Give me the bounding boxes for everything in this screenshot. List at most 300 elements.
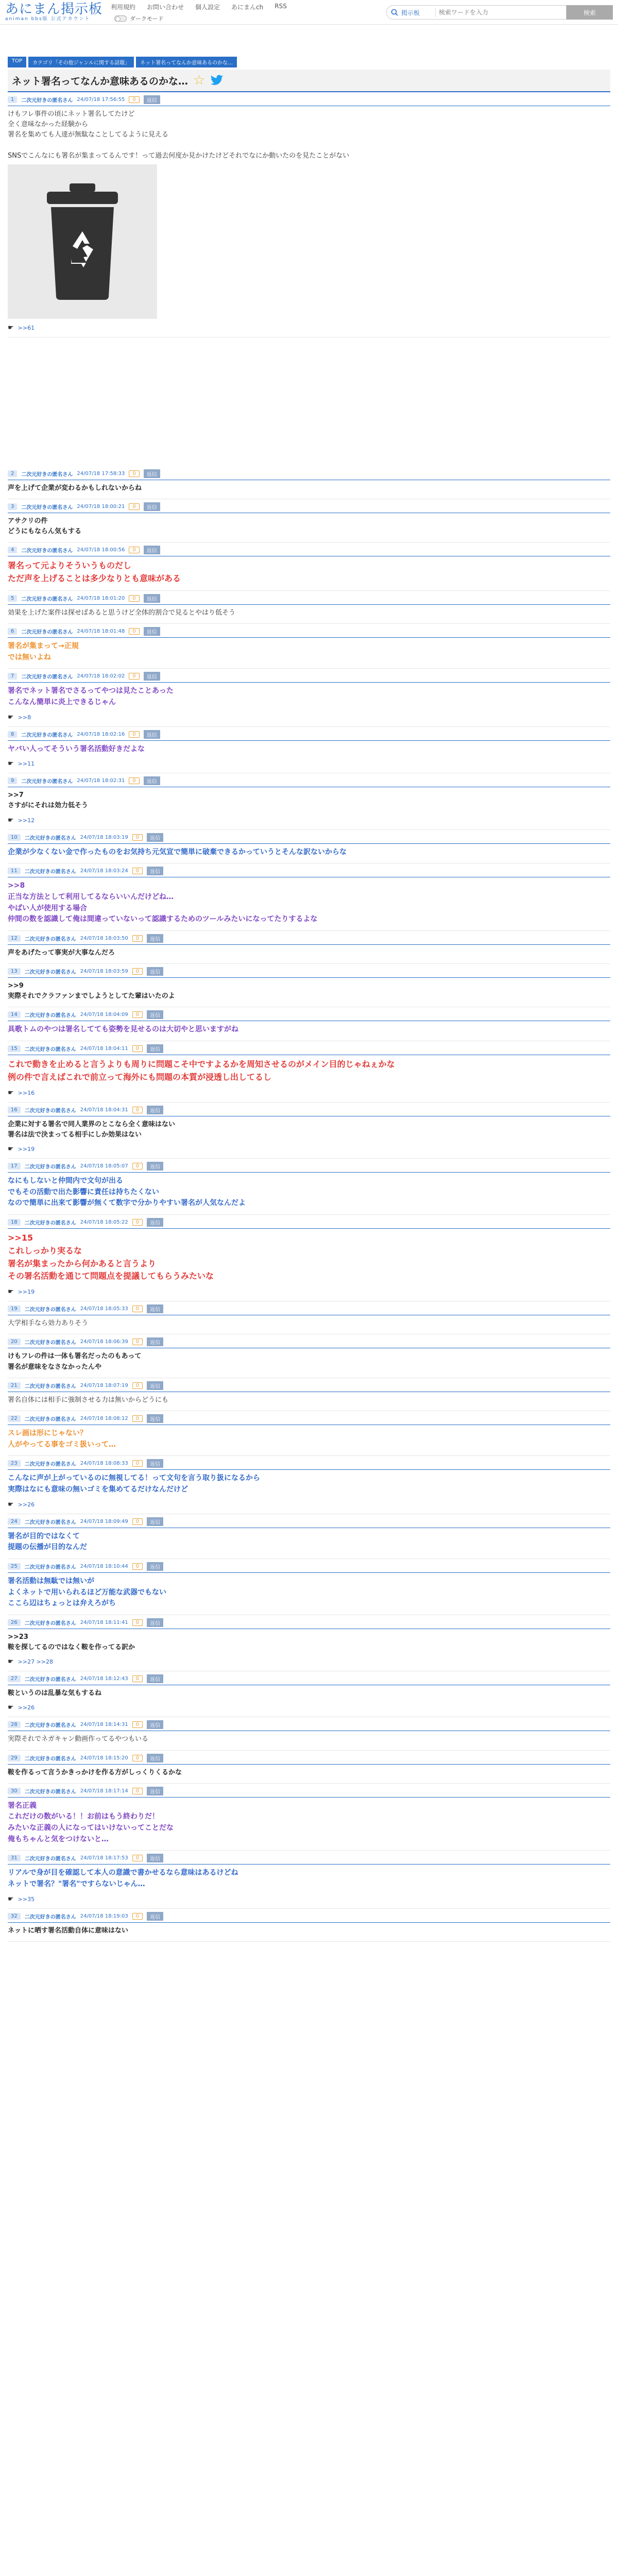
poster-name: 二次元好きの匿名さん — [24, 1047, 76, 1053]
post — [8, 773, 610, 829]
post-number[interactable]: 22 — [8, 1415, 21, 1422]
reply-hand-icon: ☛ — [8, 1658, 14, 1666]
poster-name: 二次元好きの匿名さん — [24, 1914, 76, 1920]
post — [8, 1909, 610, 1942]
reply-button[interactable]: 返信 — [147, 1754, 163, 1762]
like-counter[interactable]: 0 — [132, 1107, 143, 1113]
reply-button[interactable]: 返信 — [147, 1010, 163, 1019]
thread-title-row — [8, 70, 610, 92]
poster-name: 二次元好きの匿名さん — [24, 869, 76, 875]
like-counter[interactable]: 0 — [132, 1045, 143, 1052]
post-date: 24/07/18 18:01:20 — [77, 595, 125, 601]
logo-subtitle: animan bbs版 公式アカウント — [5, 16, 91, 22]
poster-name: 二次元好きの匿名さん — [24, 1416, 76, 1422]
post-header — [8, 546, 610, 556]
post-number[interactable]: 13 — [8, 968, 21, 975]
poster-name: 二次元好きの匿名さん — [24, 1856, 76, 1862]
post — [8, 543, 610, 591]
reply-links — [8, 714, 610, 721]
post — [8, 1615, 610, 1671]
post-body: 署名正義 これだけの数がいる！！お前はもう終わりだ！ みたいな正義の人になってはいけないってことだな 俺もちゃんと気をつけないと… — [8, 1801, 174, 1843]
post — [8, 863, 610, 931]
reply-hand-icon: ☛ — [8, 324, 14, 332]
search-scope-select[interactable]: 掲示板 — [401, 9, 420, 16]
post-header — [8, 469, 610, 480]
reply-button[interactable]: 返信 — [147, 1106, 163, 1114]
reply-hand-icon: ☛ — [8, 1145, 14, 1153]
reply-anchor[interactable]: >>19 — [18, 1289, 35, 1296]
poster-name: 二次元好きの匿名さん — [21, 596, 73, 602]
post — [8, 1851, 610, 1908]
post-date: 24/07/18 18:02:16 — [77, 731, 125, 737]
favorite-star-icon[interactable]: ☆ — [193, 73, 205, 88]
post-body: 署名って元よりそういうものだし ただ声を上げることは多少なりとも意味がある — [8, 561, 181, 583]
top-bar — [0, 0, 618, 25]
post — [8, 1751, 610, 1784]
reply-links — [8, 817, 610, 824]
post-header — [8, 1517, 610, 1528]
post-number[interactable]: 29 — [8, 1755, 21, 1761]
twitter-bird-icon[interactable] — [210, 75, 224, 86]
post-body: 具歌トムのやつは署名してても姿勢を見せるのは大切やと思いますがね — [8, 1025, 238, 1034]
post-body: 実際それでネガキャン動画作ってるやつもいる — [8, 1735, 149, 1743]
post-header — [8, 833, 610, 844]
post-number[interactable]: 8 — [8, 731, 17, 738]
post-list — [8, 466, 610, 1942]
reply-button[interactable]: 返信 — [147, 1517, 163, 1526]
post-number[interactable]: 17 — [8, 1163, 21, 1170]
post-number[interactable]: 28 — [8, 1721, 21, 1728]
reply-anchor[interactable]: >>35 — [18, 1895, 35, 1903]
like-counter[interactable]: 0 — [132, 1415, 143, 1422]
like-counter[interactable]: 0 — [132, 1755, 143, 1761]
post — [8, 1717, 610, 1750]
like-counter[interactable]: 0 — [129, 470, 139, 477]
menu-terms[interactable]: 利用規約 — [111, 4, 136, 11]
reply-anchor[interactable]: >>27 >>28 — [18, 1658, 54, 1666]
reply-button[interactable]: 返信 — [144, 672, 160, 681]
post-number[interactable]: 25 — [8, 1563, 21, 1570]
post-header — [8, 1010, 610, 1021]
post — [8, 1215, 610, 1301]
post — [8, 1671, 610, 1717]
poster-name: 二次元好きの匿名さん — [21, 674, 73, 681]
reply-button[interactable]: 返信 — [144, 776, 160, 785]
post-number[interactable]: 26 — [8, 1619, 21, 1626]
reply-button[interactable]: 返信 — [147, 1618, 163, 1627]
like-counter[interactable]: 0 — [129, 628, 139, 635]
reply-button[interactable]: 返信 — [147, 1381, 163, 1390]
post-date: 24/07/18 18:02:31 — [77, 778, 125, 784]
post-number[interactable]: 5 — [8, 595, 17, 602]
poster-name: 二次元好きの匿名さん — [24, 1462, 76, 1468]
reply-button[interactable]: 返信 — [144, 502, 160, 511]
post-body: 企業に対する署名で同人業界のとこなら全く意味はない 署名は法で決まってる相手にしか効果はない — [8, 1120, 176, 1139]
post-date: 24/07/18 18:03:59 — [80, 969, 128, 975]
reply-button[interactable]: 返信 — [147, 1414, 163, 1423]
post-header — [8, 1787, 610, 1798]
poster-name: 二次元好きの匿名さん — [24, 970, 76, 976]
post-body: リアルで身が目を確認して本人の意識で書かせるなら意味はあるけどね ネットで署名？"署名"ですらないじゃん… — [8, 1869, 238, 1889]
post-number[interactable]: 1 — [8, 96, 17, 103]
post-body: スレ画は形にじゃない？ 人がやってる事をゴミ扱いって… — [8, 1429, 116, 1449]
like-counter[interactable]: 0 — [132, 1518, 143, 1525]
post-number[interactable]: 2 — [8, 470, 17, 477]
post-date: 24/07/18 18:09:49 — [80, 1518, 128, 1524]
post-body: ネットに晒す署名活動自体に意味はない — [8, 1926, 129, 1935]
search-divider — [435, 8, 436, 17]
like-counter[interactable]: 0 — [129, 547, 139, 553]
post-body: 署名が目的ではなくて 提題の伝播が目的なんだ — [8, 1532, 87, 1552]
post-header — [8, 1106, 610, 1116]
post-header — [8, 1618, 610, 1629]
post-date: 24/07/18 18:11:41 — [80, 1620, 128, 1625]
post — [8, 1456, 610, 1514]
like-counter[interactable]: 0 — [132, 1306, 143, 1312]
post-number[interactable]: 16 — [8, 1107, 21, 1113]
post-body: >>23 鞍を探してるのではなく鞍を作ってる訳か — [8, 1633, 135, 1652]
post-date: 24/07/18 18:03:24 — [80, 868, 128, 874]
post-body: これで動きを止めると言うよりも周りに問題こそ中ですよるかを周知させるのがメイン目的じゃねぇかな 例の件で言えばこれで前立って海外にも問題の本質が浸透し出してるし — [8, 1059, 395, 1082]
menu-settings[interactable]: 個人設定 — [195, 4, 220, 11]
post — [8, 591, 610, 624]
reply-button[interactable]: 返信 — [147, 1720, 163, 1729]
post — [8, 1378, 610, 1411]
reply-hand-icon: ☛ — [8, 1895, 14, 1903]
post-number[interactable]: 12 — [8, 935, 21, 942]
reply-hand-icon: ☛ — [8, 1704, 14, 1712]
site-logo[interactable] — [5, 2, 111, 22]
post-number[interactable]: 27 — [8, 1675, 21, 1682]
like-counter[interactable]: 0 — [129, 96, 139, 103]
post-date: 24/07/18 18:01:48 — [77, 628, 125, 634]
post-date: 24/07/18 18:19:03 — [80, 1913, 128, 1919]
like-counter[interactable]: 0 — [132, 1675, 143, 1682]
reply-anchor[interactable]: >>11 — [18, 760, 35, 768]
darkmode-label: ダークモード — [130, 15, 164, 22]
reply-links — [8, 1658, 610, 1666]
poster-name: 二次元好きの匿名さん — [21, 779, 73, 785]
like-counter[interactable]: 0 — [132, 1855, 143, 1861]
post-header — [8, 1304, 610, 1315]
like-counter[interactable]: 0 — [129, 503, 139, 510]
like-counter[interactable]: 0 — [132, 1460, 143, 1467]
post-body: 署名自体には相手に強制させる力は無いからどうにも — [8, 1396, 169, 1404]
like-counter[interactable]: 0 — [132, 968, 143, 975]
poster-name: 二次元好きの匿名さん — [21, 629, 73, 635]
poster-name: 二次元好きの匿名さん — [21, 98, 73, 104]
reply-hand-icon: ☛ — [8, 760, 14, 768]
post — [8, 964, 610, 1007]
poster-name: 二次元好きの匿名さん — [24, 1013, 76, 1019]
reply-button[interactable]: 返信 — [147, 867, 163, 875]
post-date: 24/07/18 18:03:50 — [80, 936, 128, 942]
post — [8, 1301, 610, 1334]
post-number[interactable]: 32 — [8, 1913, 21, 1920]
like-counter[interactable]: 0 — [132, 1788, 143, 1794]
like-counter[interactable]: 0 — [132, 935, 143, 942]
post-header — [8, 95, 610, 106]
post-body: 効果を上げた案件は探せばあると思うけど全体的割合で見るとやはり低そう — [8, 608, 236, 617]
post-header — [8, 776, 610, 787]
poster-name: 二次元好きの匿名さん — [24, 937, 76, 943]
post-date: 24/07/18 18:08:33 — [80, 1461, 128, 1467]
post-number[interactable]: 23 — [8, 1460, 21, 1467]
post-number[interactable]: 24 — [8, 1518, 21, 1525]
post-body: >>9 実際それでクラファンまでしようとしてた輩はいたのよ — [8, 982, 175, 1001]
post-header — [8, 1414, 610, 1425]
post-number[interactable]: 15 — [8, 1045, 21, 1052]
post-body: 声を上げて企業が変わるかもしれないからね — [8, 484, 142, 492]
post — [8, 466, 610, 499]
reply-hand-icon: ☛ — [8, 713, 14, 721]
reply-anchor[interactable]: >>8 — [18, 714, 31, 721]
breadcrumb-category[interactable]: カテゴリ「その他ジャンルに関する話題」 — [28, 57, 134, 67]
post-body: >>7 さすがにそれは効力低そう — [8, 791, 89, 810]
post — [8, 727, 610, 774]
post-header — [8, 1162, 610, 1173]
post-header — [8, 1912, 610, 1923]
post — [8, 1411, 610, 1456]
like-counter[interactable]: 0 — [132, 1721, 143, 1728]
reply-button[interactable]: 返信 — [147, 1162, 163, 1171]
poster-name: 二次元好きの匿名さん — [21, 548, 73, 554]
reply-links — [8, 1089, 610, 1097]
post-header — [8, 1459, 610, 1470]
page-title: ネット署名ってなんか意味あるのかな… — [12, 75, 188, 87]
post-header — [8, 867, 610, 877]
post-date: 24/07/18 18:05:33 — [80, 1306, 128, 1312]
post-body: 鞍というのは乱暴な気もするね — [8, 1689, 102, 1698]
post-number[interactable]: 9 — [8, 777, 17, 784]
reply-links — [8, 1501, 610, 1509]
post-number[interactable]: 21 — [8, 1382, 21, 1389]
reply-button[interactable]: 返信 — [147, 833, 163, 842]
post-date: 24/07/18 18:04:09 — [80, 1012, 128, 1018]
post — [8, 499, 610, 543]
post-date: 24/07/18 18:12:43 — [80, 1676, 128, 1682]
reply-button[interactable]: 返信 — [147, 1912, 163, 1921]
post-date: 24/07/18 17:58:33 — [77, 470, 125, 477]
reply-button[interactable]: 返信 — [144, 95, 160, 104]
poster-name: 二次元好きの匿名さん — [21, 471, 73, 478]
reply-button[interactable]: 返信 — [144, 627, 160, 636]
like-counter[interactable]: 0 — [129, 673, 139, 680]
post-date: 24/07/18 18:08:12 — [80, 1415, 128, 1421]
post-date: 24/07/18 18:04:31 — [80, 1107, 128, 1113]
post-date: 24/07/18 17:56:55 — [77, 97, 125, 103]
reply-links — [8, 1895, 610, 1903]
post-header — [8, 672, 610, 683]
post-header — [8, 1720, 610, 1731]
post-header — [8, 1044, 610, 1055]
post — [8, 1159, 610, 1215]
like-counter[interactable]: 0 — [129, 777, 139, 784]
reply-button[interactable]: 返信 — [147, 1459, 163, 1468]
like-counter[interactable]: 0 — [129, 731, 139, 738]
poster-name: 二次元好きの匿名さん — [21, 732, 73, 738]
post-body: >>8 正当な方法として利用してるならいいんだけどね… やばい人が使用する場合 仲間の数を認識して俺は間違っていないって認識するためのツールみたいになってたりするよな — [8, 882, 318, 924]
post-number[interactable]: 20 — [8, 1338, 21, 1345]
breadcrumb — [8, 57, 610, 67]
search-button[interactable]: 検索 — [566, 5, 613, 20]
like-counter[interactable]: 0 — [132, 1913, 143, 1920]
poster-name: 二次元好きの匿名さん — [24, 1307, 76, 1313]
post-number[interactable]: 18 — [8, 1219, 21, 1226]
post-date: 24/07/18 18:00:56 — [77, 547, 125, 553]
top-menu — [111, 3, 287, 11]
reply-anchor[interactable]: >>16 — [18, 1089, 35, 1096]
post-date: 24/07/18 18:15:20 — [80, 1755, 128, 1761]
poster-name: 二次元好きの匿名さん — [21, 504, 73, 511]
reply-button[interactable]: 返信 — [147, 1562, 163, 1571]
post-body: >>15 これしっかり実るな 署名が集まったから何かあると言うより その署名活動を通じて問題点を提議してもらうみたいな — [8, 1233, 214, 1281]
post-number[interactable]: 11 — [8, 868, 21, 874]
reply-button[interactable]: 返信 — [144, 594, 160, 603]
post-header — [8, 1218, 610, 1229]
post-header — [8, 627, 610, 638]
post — [8, 1103, 610, 1159]
post-body: ヤバい人ってそういう署名活動好きだよな — [8, 744, 145, 753]
toggle-switch-icon[interactable] — [114, 15, 127, 22]
post-body: 署名活動は無駄では無いが よくネットで用いられるほど万能な武器でもない ここら辺はちょっとは弁えろがち — [8, 1577, 166, 1608]
menu-contact[interactable]: お問い合わせ — [147, 4, 184, 11]
main-content — [8, 57, 610, 1942]
reply-anchor[interactable]: >>12 — [18, 817, 35, 824]
poster-name: 二次元好きの匿名さん — [24, 1621, 76, 1626]
reply-anchor[interactable]: >>26 — [18, 1704, 35, 1711]
post-body: 署名が集まって→正規 では無いよね — [8, 641, 79, 662]
poster-name: 二次元好きの匿名さん — [24, 1789, 76, 1795]
reply-button[interactable]: 返信 — [147, 1304, 163, 1313]
reply-links — [8, 1145, 610, 1153]
post-date: 24/07/18 18:17:53 — [80, 1855, 128, 1861]
reply-button[interactable]: 返信 — [147, 934, 163, 943]
poster-name: 二次元好きの匿名さん — [24, 1677, 76, 1683]
poster-name: 二次元好きの匿名さん — [24, 1164, 76, 1170]
poster-name: 二次元好きの匿名さん — [24, 1383, 76, 1389]
post-number[interactable]: 7 — [8, 673, 17, 680]
post-date: 24/07/18 18:04:11 — [80, 1046, 128, 1052]
reply-button[interactable]: 返信 — [144, 546, 160, 554]
post-body: 大学相手なら効力ありそう — [8, 1319, 89, 1328]
post-header — [8, 594, 610, 605]
like-counter[interactable]: 0 — [129, 595, 139, 602]
search-icon — [391, 9, 398, 16]
post-number[interactable]: 4 — [8, 547, 17, 553]
search-input[interactable] — [439, 9, 562, 16]
reply-button[interactable]: 返信 — [147, 967, 163, 976]
post-body: 鞍を作るって言うかきっかけを作る方がしっくりくるかな — [8, 1768, 182, 1776]
recycle-bin-icon[interactable] — [8, 164, 157, 319]
post-date: 24/07/18 18:10:44 — [80, 1563, 128, 1569]
post-number[interactable]: 6 — [8, 628, 17, 635]
post-number[interactable]: 14 — [8, 1011, 21, 1018]
post — [8, 830, 610, 864]
post-number[interactable]: 19 — [8, 1306, 21, 1312]
post-header — [8, 1754, 610, 1765]
reply-button[interactable]: 返信 — [147, 1674, 163, 1683]
poster-name: 二次元好きの匿名さん — [24, 1756, 76, 1762]
like-counter[interactable]: 0 — [132, 1382, 143, 1389]
post-date: 24/07/18 18:00:21 — [77, 503, 125, 510]
like-counter[interactable]: 0 — [132, 1338, 143, 1345]
reply-hand-icon: ☛ — [8, 1500, 14, 1509]
like-counter[interactable]: 0 — [132, 1011, 143, 1018]
reply-button[interactable]: 返信 — [147, 1854, 163, 1862]
reply-anchor[interactable]: >>61 — [18, 324, 35, 331]
reply-links — [8, 1288, 610, 1296]
reply-button[interactable]: 返信 — [147, 1787, 163, 1795]
reply-links — [8, 1704, 610, 1711]
search-box — [386, 5, 566, 20]
like-counter[interactable]: 0 — [132, 834, 143, 841]
breadcrumb-top[interactable]: TOP — [8, 57, 26, 67]
post-header — [8, 1674, 610, 1685]
op-post — [8, 92, 610, 337]
logo-title: あにまん掲示板 — [5, 2, 103, 17]
reply-button[interactable]: 返信 — [147, 1218, 163, 1227]
post-date: 24/07/18 18:05:22 — [80, 1219, 128, 1226]
post-date: 24/07/18 18:07:19 — [80, 1382, 128, 1388]
post-header — [8, 1381, 610, 1392]
post-body: アサクリの件 どうにもならん気もする — [8, 517, 82, 535]
post-body: 署名でネット署名でさるってやつは見たことあった こんなん簡単に炎上できるじゃん — [8, 687, 174, 706]
menu-animanch[interactable]: あにまんch — [231, 4, 264, 11]
post-number[interactable]: 30 — [8, 1788, 21, 1794]
reply-anchor[interactable]: >>26 — [18, 1501, 35, 1508]
post-body: 声をあげたって事実が大事なんだろ — [8, 949, 115, 957]
post-number[interactable]: 10 — [8, 834, 21, 841]
post-body: 企業が少なくない金で作ったものをお気持ち元気宣で簡単に破棄できるかっていうとそんな訳ないからな — [8, 848, 347, 856]
like-counter[interactable]: 0 — [132, 1163, 143, 1170]
reply-button[interactable]: 返信 — [144, 730, 160, 739]
post — [8, 1559, 610, 1615]
poster-name: 二次元好きの匿名さん — [24, 1108, 76, 1114]
post — [8, 1007, 610, 1041]
breadcrumb-thread[interactable]: ネット署名ってなんか意味あるのかな… — [136, 57, 237, 67]
poster-name: 二次元好きの匿名さん — [24, 1519, 76, 1526]
like-counter[interactable]: 0 — [132, 1619, 143, 1626]
reply-hand-icon: ☛ — [8, 816, 14, 824]
menu-rss[interactable]: RSS — [274, 3, 287, 10]
post-date: 24/07/18 18:17:14 — [80, 1788, 128, 1794]
post-number[interactable]: 3 — [8, 503, 17, 510]
post — [8, 1784, 610, 1851]
like-counter[interactable]: 0 — [132, 868, 143, 874]
post-header — [8, 730, 610, 741]
reply-button[interactable]: 返信 — [144, 469, 160, 478]
reply-button[interactable]: 返信 — [147, 1044, 163, 1053]
post-number[interactable]: 31 — [8, 1855, 21, 1861]
post-body: けもフレ事件の頃にネット署名してたけど 全く意味なかった経験から 署名を集めても人達が無駄なことしてるように見える SNSでこんなにも署名が集まってるんです！って過去何度か見かけたけどそれでなにか動いたのを見たことがない — [8, 110, 350, 160]
post-body: なにもしないと仲間内で文句が出る でもその活動で出た影響に責任は持ちたくない なので簡単に出来て影響が無くて数字で分かりやすい署名が人気なんだよ — [8, 1177, 246, 1208]
poster-name: 二次元好きの匿名さん — [24, 1723, 76, 1729]
reply-button[interactable]: 返信 — [147, 1337, 163, 1346]
reply-anchor[interactable]: >>19 — [18, 1146, 35, 1153]
like-counter[interactable]: 0 — [132, 1219, 143, 1226]
darkmode-toggle[interactable] — [114, 14, 164, 23]
post — [8, 931, 610, 964]
post-header — [8, 1854, 610, 1865]
post — [8, 1514, 610, 1559]
reply-links — [8, 760, 610, 768]
search-bar — [386, 5, 613, 20]
post-date: 24/07/18 18:02:02 — [77, 673, 125, 680]
post — [8, 624, 610, 669]
post — [8, 669, 610, 726]
like-counter[interactable]: 0 — [132, 1563, 143, 1570]
